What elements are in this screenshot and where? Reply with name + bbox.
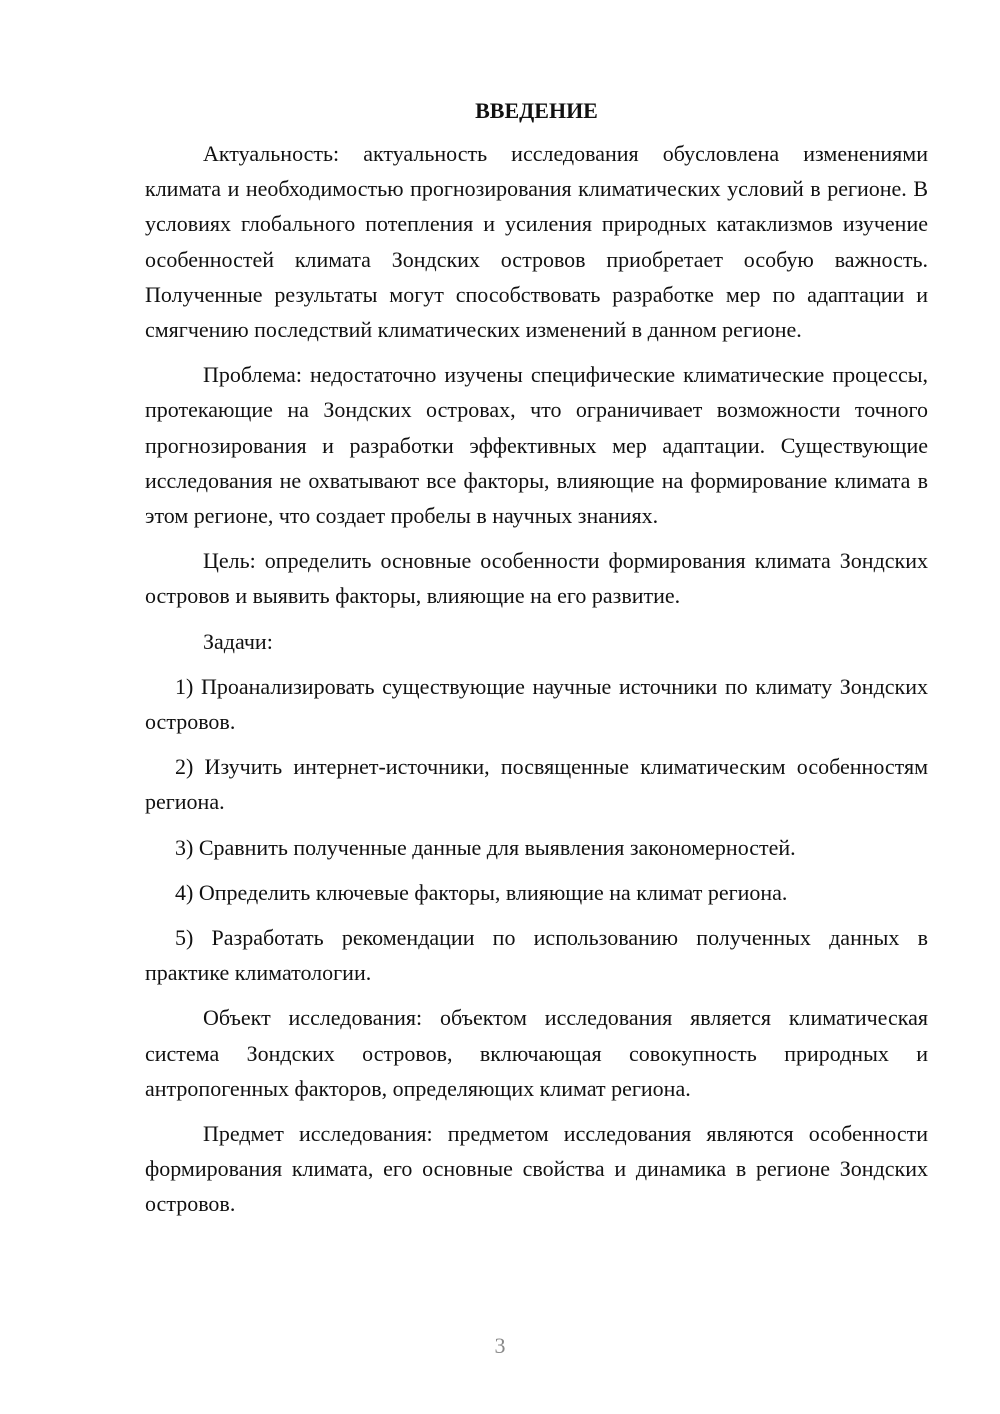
task-item-2: 2) Изучить интернет-источники, посвященные климатическим особенностям региона. xyxy=(145,754,928,815)
page-content xyxy=(145,93,928,1232)
task-item-4: 4) Определить ключевые факторы, влияющие на климат региона. xyxy=(175,879,788,905)
task-item-1: 1) Проанализировать существующие научные источники по климату Зондских островов. xyxy=(145,673,928,735)
paragraph-tasks-heading: Задачи: xyxy=(203,628,273,654)
page-number: 3 xyxy=(494,1333,506,1358)
paragraph-problem: Проблема: недостаточно изучены специфические климатические процессы, протекающие на Зондских островах, что ограничивает возможности точного прогнозирования и разработки эффективных мер адаптации. Существующие исследования не охватывают все факторы, влияющие на формирование климата в этом регионе, что создает пробелы в научных знаниях. xyxy=(145,362,928,529)
task-item-5: 5) Разработать рекомендации по использованию полученных данных в практике климатологии. xyxy=(145,925,928,986)
paragraph-relevance: Актуальность: актуальность исследования обусловлена изменениями климата и необходимостью прогнозирования климатических условий в регионе. В условиях глобального потепления и усиления природных катаклизмов изучение особенностей климата Зондских островов приобретает особую важность. Полученные результаты могут способствовать разработке мер по адаптации и смягчению последствий климатических изменений в данном регионе. xyxy=(145,141,928,343)
section-title: ВВЕДЕНИЕ xyxy=(475,98,598,123)
paragraph-goal: Цель: определить основные особенности формирования климата Зондских островов и выявить факторы, влияющие на его развитие. xyxy=(145,548,928,609)
paragraph-object: Объект исследования: объектом исследования является климатическая система Зондских островов, включающая совокупность природных и антропогенных факторов, определяющих климат региона. xyxy=(145,1005,928,1101)
task-item-3: 3) Сравнить полученные данные для выявления закономерностей. xyxy=(175,834,796,860)
paragraph-subject: Предмет исследования: предметом исследования являются особенности формирования климата, его основные свойства и динамика в регионе Зондских островов. xyxy=(145,1121,928,1217)
